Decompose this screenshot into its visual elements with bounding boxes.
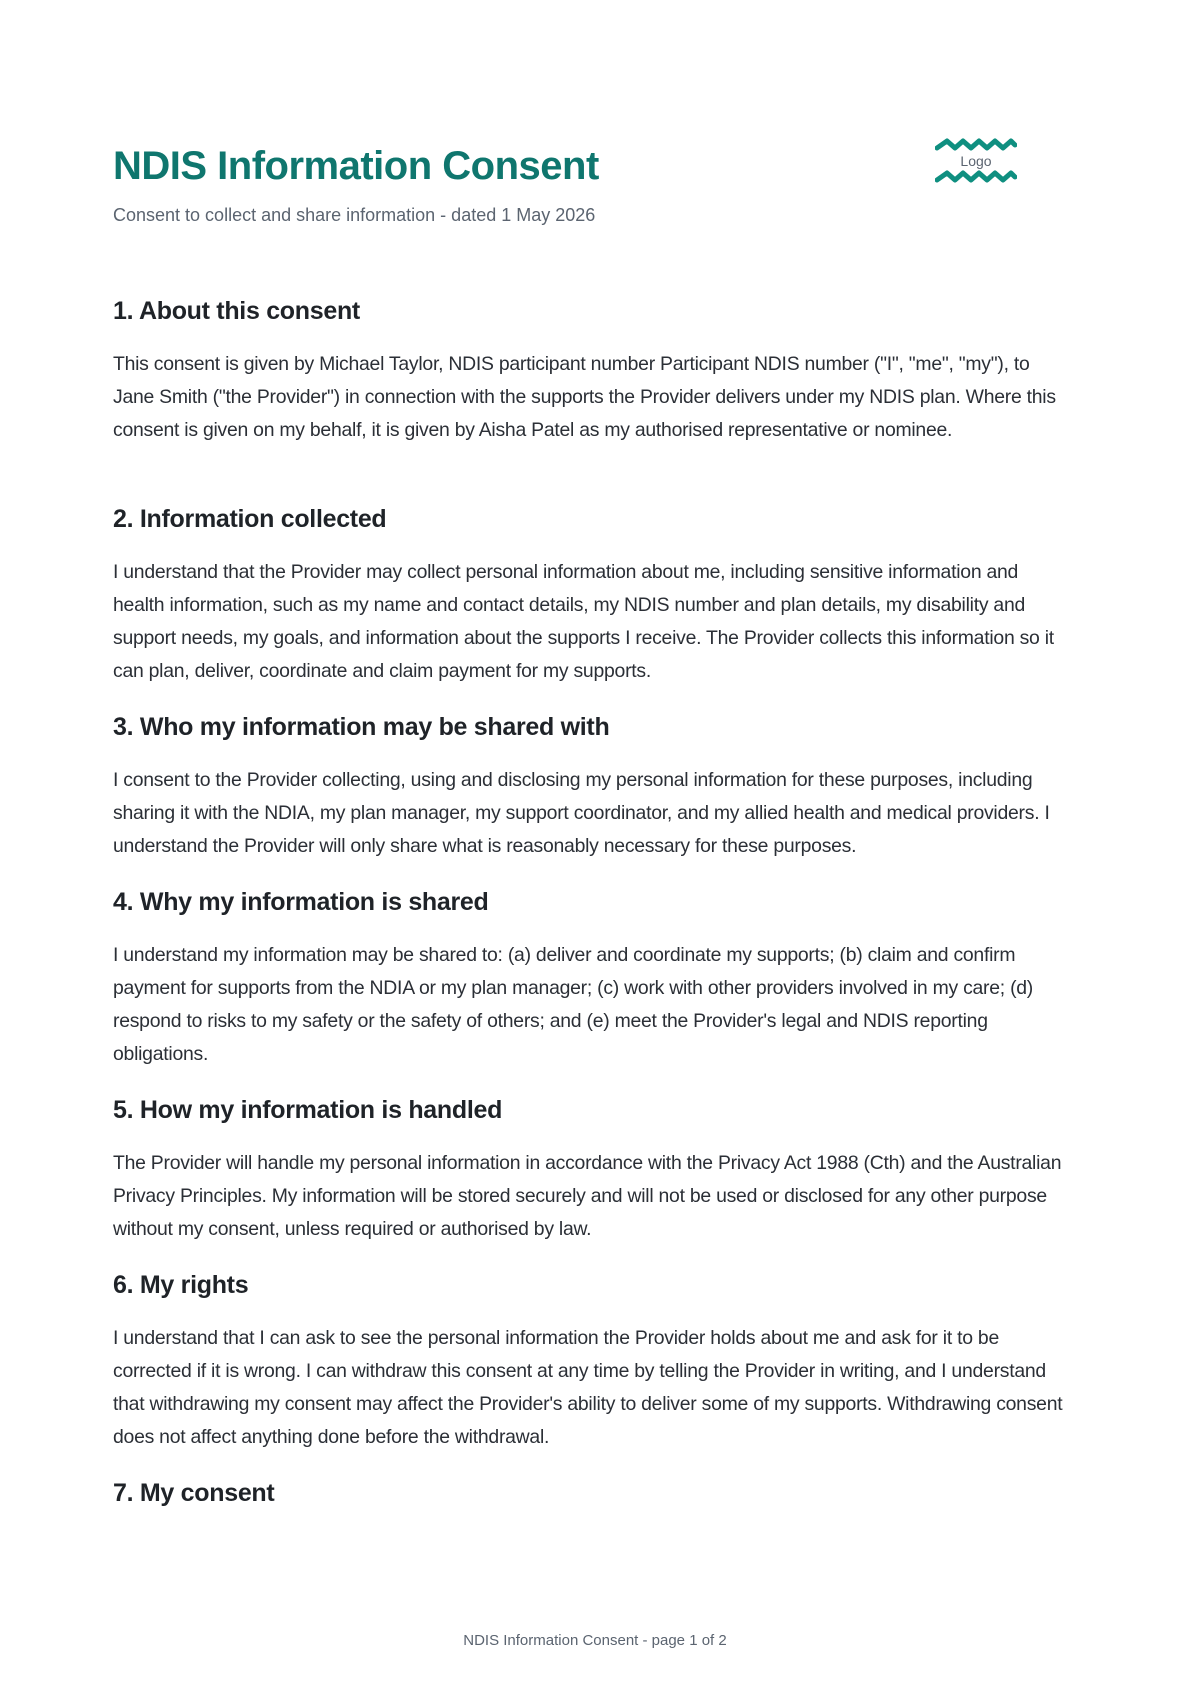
- logo-placeholder: [935, 138, 1017, 186]
- section-body-why-shared: I understand my information may be shared to: (a) deliver and coordinate my supports; (b) claim and confirm payment for supports from the NDIA or my plan manager; (c) work with other providers involved in my care; (d) respond to risks to my safety or the safety of others; and (e) meet the Provider's legal and NDIS reporting obligations.: [113, 944, 1034, 1065]
- section-heading-why-shared: 4. Why my information is shared: [113, 888, 489, 916]
- document-title: NDIS Information Consent: [113, 144, 599, 188]
- section-heading-about: 1. About this consent: [113, 297, 360, 325]
- page-footer: NDIS Information Consent - page 1 of 2: [463, 1632, 727, 1649]
- section-heading-shared-with: 3. Who my information may be shared with: [113, 713, 610, 741]
- section-body-how-handled: The Provider will handle my personal information in accordance with the Privacy Act 1988 (Cth) and the Australian Privacy Principles. My information will be stored securely and will not be used or disclosed for any other purpose without my consent, unless required or authorised by law.: [113, 1152, 1062, 1240]
- section-heading-my-rights: 6. My rights: [113, 1271, 249, 1299]
- section-body-information-collected: I understand that the Provider may collect personal information about me, including sensitive information and health information, such as my name and contact details, my NDIS number and plan details, my disability and support needs, my goals, and information about the supports I receive. The Provider collects this information so it can plan, deliver, coordinate and claim payment for my supports.: [113, 561, 1054, 682]
- logo-label: Logo: [960, 153, 992, 169]
- section-body-my-rights: I understand that I can ask to see the personal information the Provider holds about me and ask for it to be corrected if it is wrong. I can withdraw this consent at any time by telling the Provider in writing, and I understand that withdrawing my consent may affect the Provider's ability to deliver some of my supports. Withdrawing consent does not affect anything done before the withdrawal.: [113, 1327, 1063, 1448]
- section-heading-my-consent: 7. My consent: [113, 1479, 275, 1507]
- document-subtitle: Consent to collect and share information - dated 1 May 2026: [113, 205, 596, 225]
- section-body-shared-with: I consent to the Provider collecting, using and disclosing my personal information for these purposes, including sharing it with the NDIA, my plan manager, my support coordinator, and my allied health and medical providers. I understand the Provider will only share what is reasonably necessary for these purposes.: [113, 769, 1050, 857]
- section-heading-information-collected: 2. Information collected: [113, 505, 387, 533]
- section-body-about: This consent is given by Michael Taylor, NDIS participant number Participant NDIS number ("I", "me", "my"), to Jane Smith ("the Provider") in connection with the supports the Provider delivers under my NDIS plan. Where this consent is given on my behalf, it is given by Aisha Patel as my authorised representative or nominee.: [113, 353, 1056, 441]
- section-heading-how-handled: 5. How my information is handled: [113, 1096, 503, 1124]
